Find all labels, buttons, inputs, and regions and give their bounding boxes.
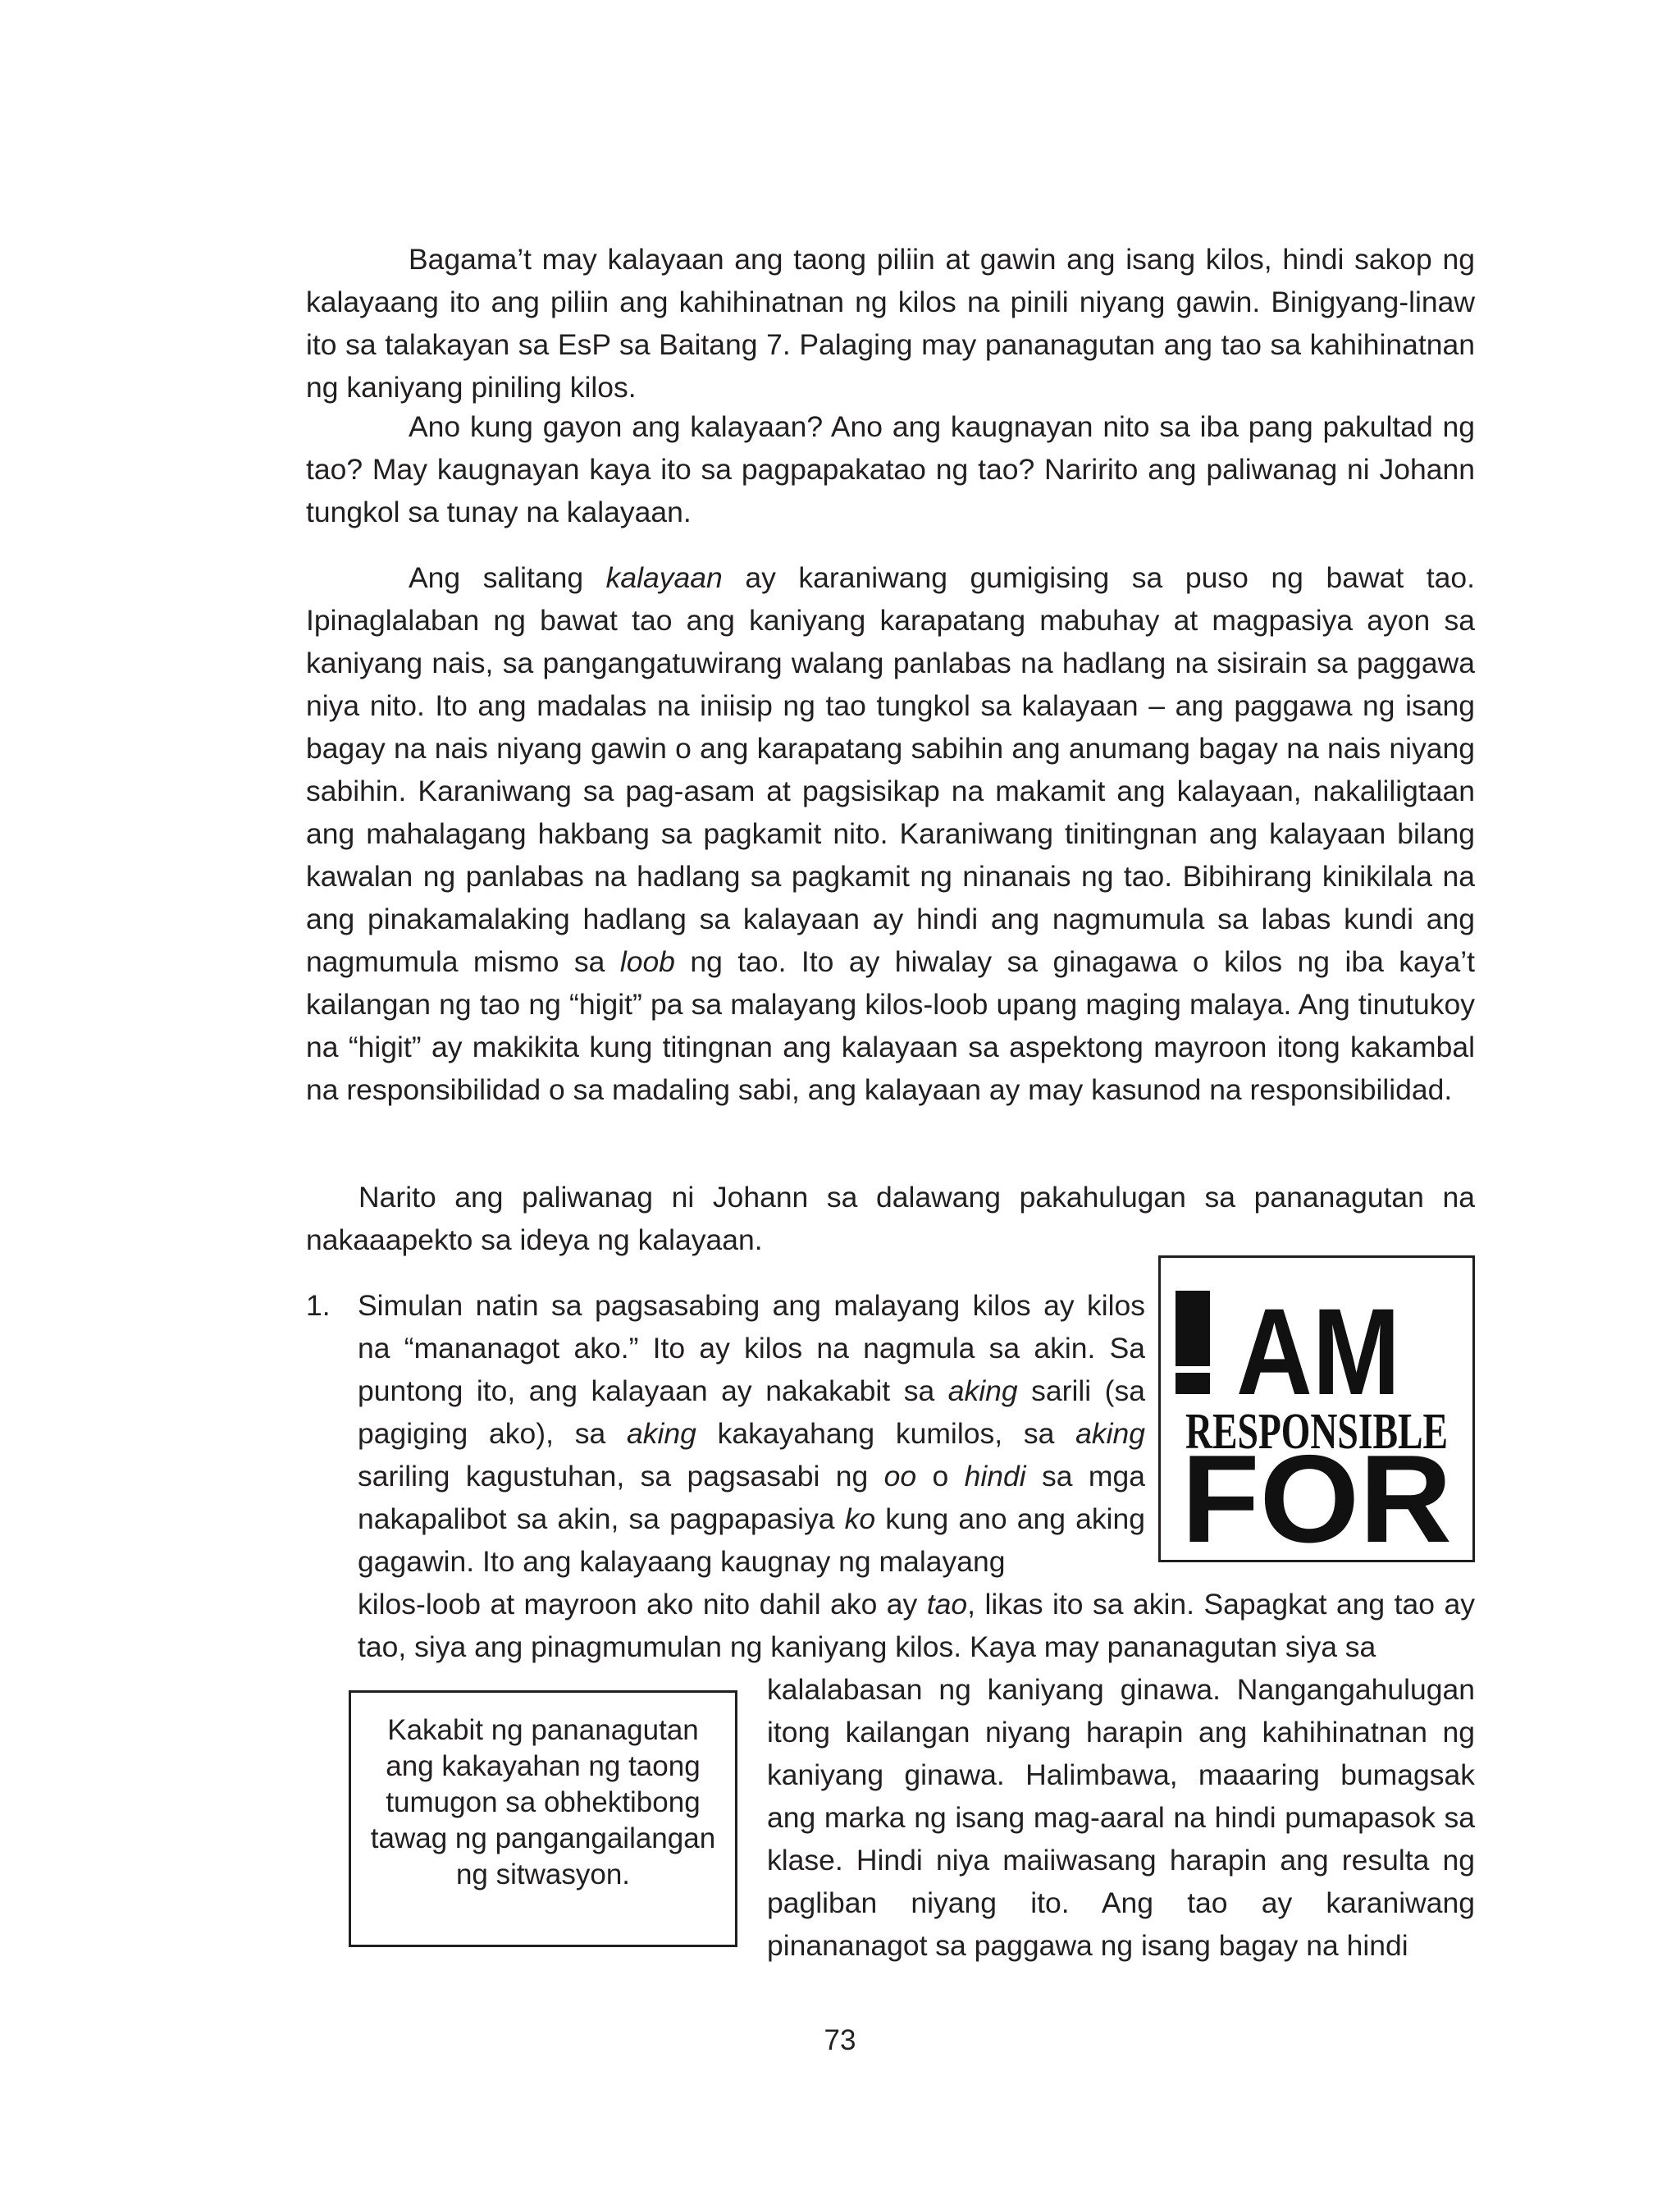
list-item-1-wrapped-text: kalalabasan ng kaniyang ginawa. Nangangahulugan itong kailangan niyang harapin ang kahihinatnan ng kaniyang ginawa. Halimbawa, maaaring bumagsak ang marka ng isang mag-aaral na hindi pumapasok sa klase. Hindi niya maiiwasang harapin ang resulta ng pagliban niyang ito. Ang tao ay karaniwang pinananagot sa paggawa ng isang bagay na hindi (767, 1673, 1475, 1962)
list-item-1-continued (358, 1583, 1475, 1668)
paragraph-3 (306, 556, 1475, 1111)
item-text: o (916, 1460, 965, 1493)
item-text: kilos-loob at mayroon ako nito dahil ako ay (358, 1588, 927, 1621)
poster-graphic (1161, 1258, 1472, 1560)
item-emphasis: aking (1075, 1417, 1145, 1450)
item-text: kung ano ang aking gagawin. Ito ang kalayaang kaugnay ng malayang (358, 1502, 1146, 1578)
list-item-1-text (358, 1284, 1145, 1583)
item-text: sarili (sa pagiging ako), sa (358, 1374, 1145, 1450)
callout-box: Kakabit ng pananagutan ang kakayahan ng taong tumugon sa obhektibong tawag ng pangangailangan ng sitwasyon. (349, 1690, 737, 1947)
exclamation-dot (1176, 1373, 1210, 1394)
item-text: sariling kagustuhan, sa pagsasabi ng (358, 1460, 884, 1493)
item-text: sa mga nakapalibot sa akin, sa pagpapasiya (358, 1460, 1145, 1535)
poster-line-1: AM (1236, 1282, 1400, 1420)
poster-line-3: FOR (1181, 1429, 1452, 1560)
paragraph-3-text-b: ay karaniwang gumigising sa puso ng bawat tao. Ipinaglalaban ng bawat tao ang kaniyang karapatang mabuhay at magpasiya ayon sa kaniyang nais, sa pangangatuwirang walang panlabas na hadlang na sisirain sa paggawa niya nito. Ito ang madalas na iniisip ng tao tungkol sa kalayaan – ang paggawa ng isang bagay na nais niyang gawin o ang karapatang sabihin ang anumang bagay na nais niyang sabihin. Karaniwang sa pag-asam at pagsisikap na makamit ang kalayaan, nakaliligtaan ang mahalagang hakbang sa pagkamit nito. Karaniwang tinitingnan ang kalayaan bilang kawalan ng panlabas na hadlang sa pagkamit ng ninanais ng tao. Bibihirang kinikilala na ang pinakamalaking hadlang sa kalayaan ay hindi ang nagmumula sa labas kundi ang nagmumula mismo sa (306, 561, 1475, 978)
responsibility-poster-image (1158, 1255, 1475, 1562)
item-emphasis: aking (626, 1417, 696, 1450)
paragraph-1: Bagama’t may kalayaan ang taong piliin at gawin ang isang kilos, hindi sakop ng kalayaang ito ang piliin ang kahihinatnan ng kilos na pinili niyang gawin. Binigyang-linaw ito sa talakayan sa EsP sa Baitang 7. Palaging may pananagutan ang tao sa kahihinatnan ng kaniyang piniling kilos. (306, 243, 1475, 404)
poster-line-2: RESPONSIBLE (1185, 1404, 1448, 1460)
item-emphasis: aking (947, 1374, 1018, 1407)
item-emphasis: oo (883, 1460, 917, 1493)
item-text: kakayahang kumilos, sa (696, 1417, 1076, 1450)
item-emphasis: tao (926, 1588, 968, 1621)
paragraph-3-text-a: Ang salitang (409, 561, 606, 594)
page-number: 73 (824, 2024, 856, 2056)
item-emphasis: ko (844, 1502, 876, 1535)
paragraph-2: Ano kung gayon ang kalayaan? Ano ang kaugnayan nito sa iba pang pakultad ng tao? May kaugnayan kaya ito sa pagpapakatao ng tao? Naririto ang paliwanag ni Johann tungkol sa tunay na kalayaan. (306, 410, 1475, 528)
paragraph-4: Narito ang paliwanag ni Johann sa dalawang pakahulugan sa pananagutan na nakaaapekto sa ideya ng kalayaan. (306, 1181, 1475, 1256)
item-text: , likas ito sa akin. Sapagkat ang tao ay tao, siya ang pinagmumulan ng kaniyang kilos. Kaya may pananagutan siya sa (358, 1588, 1475, 1663)
item-text: Simulan natin sa pagsasabing ang malayang kilos ay kilos na “mananagot ako.” Ito ay kilos na nagmula sa akin. Sa puntong ito, ang kalayaan ay nakakabit sa (358, 1289, 1145, 1407)
item-emphasis: hindi (964, 1460, 1026, 1493)
list-item-number: 1. (306, 1289, 331, 1322)
paragraph-3-emphasis-loob: loob (619, 945, 675, 978)
paragraph-3-emphasis-kalayaan: kalayaan (605, 561, 723, 594)
exclamation-bar (1176, 1291, 1210, 1366)
paragraph-3-text-c: ng tao. Ito ay hiwalay sa ginagawa o kilos ng iba kaya’t kailangan ng tao ng “higit” pa sa malayang kilos-loob upang maging malaya. Ang tinutukoy na “higit” ay makikita kung titingnan ang kalayaan sa aspektong mayroon itong kakambal na responsibilidad o sa madaling sabi, ang kalayaan ay may kasunod na responsibilidad. (306, 945, 1475, 1106)
